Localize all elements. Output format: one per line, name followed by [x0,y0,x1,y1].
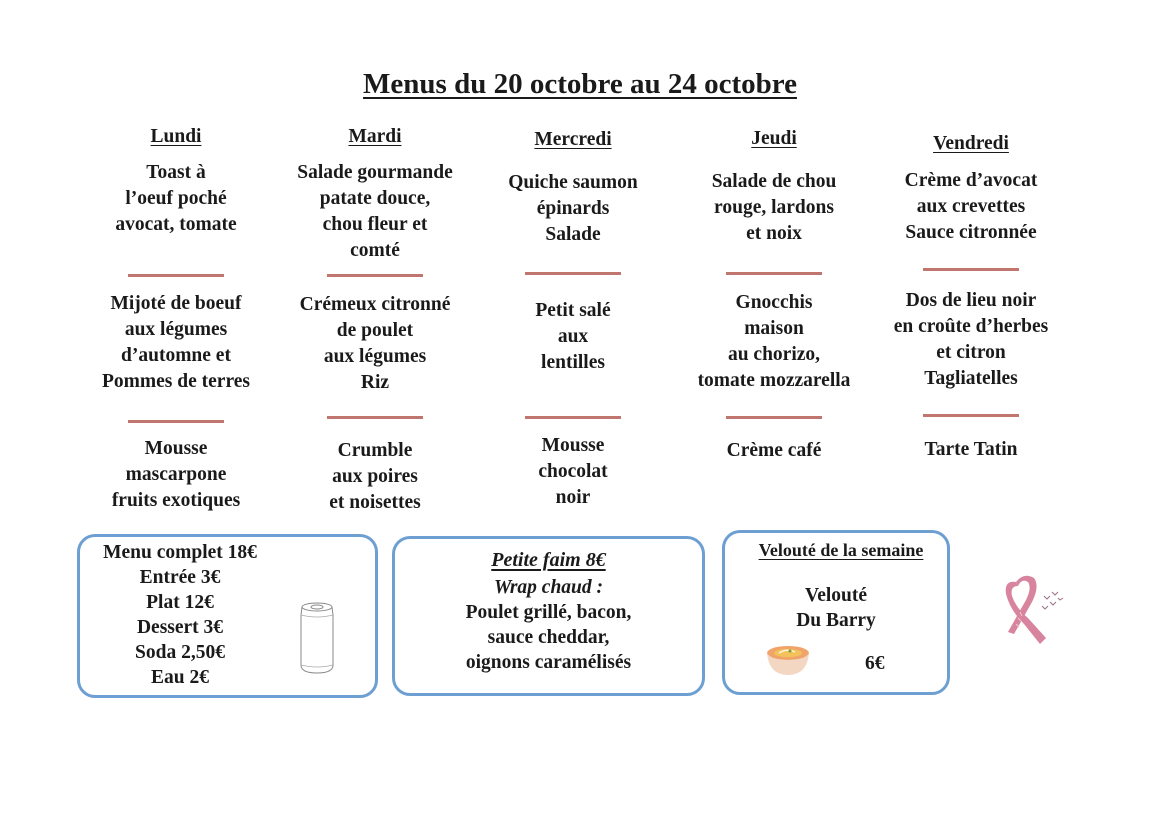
day-heading: Jeudi [751,128,797,149]
plat: Mijoté de boeuf aux légumes d’automne et Pommes de terres [102,293,250,392]
day-heading: Vendredi [933,133,1009,154]
day-column-mardi [270,124,480,524]
price-line: Soda 2,50€ [135,642,225,663]
plat: Gnocchis maison au chorizo, tomate mozzarella [697,292,851,391]
separator [726,272,822,275]
day-column-vendredi [866,131,1076,531]
pink-ribbon-icon [994,572,1070,652]
price-line: Menu complet 18€ [103,542,257,563]
plat: Dos de lieu noir en croûte d’herbes et citron Tagliatelles [893,290,1049,389]
price-line: Eau 2€ [151,667,209,688]
day-column-mercredi [468,127,678,527]
petite-faim-title: Petite faim 8€ [491,549,606,571]
veloute-name-line: Du Barry [796,610,876,631]
prices-box [77,534,378,698]
separator [327,274,423,277]
entree: Salade gourmande patate douce, chou fleur et comté [297,162,453,261]
day-column-jeudi [669,126,879,526]
entree: Crème d’avocat aux crevettes Sauce citronnée [904,170,1038,243]
entree: Toast à l’oeuf poché avocat, tomate [115,162,237,235]
price-line: Dessert 3€ [136,617,224,638]
dessert: Tarte Tatin [924,439,1018,460]
dessert: Crème café [726,440,822,461]
veloute-name-line: Velouté [804,585,868,606]
soda-can-icon [298,601,336,677]
plat: Crémeux citronné de poulet aux légumes Riz [299,294,451,393]
price-line: Entrée 3€ [139,567,221,588]
day-column-lundi [71,124,281,524]
petite-faim-line: oignons caramélisés [465,652,632,673]
veloute-title: Velouté de la semaine [758,540,924,560]
day-heading: Lundi [150,126,202,147]
prices-list [80,540,280,690]
dessert: Mousse mascarpone fruits exotiques [111,438,241,511]
entree: Quiche saumon épinards Salade [508,172,638,245]
separator [923,414,1019,417]
separator [128,274,224,277]
separator [726,416,822,419]
veloute-box [722,530,950,695]
day-heading: Mardi [348,126,402,147]
separator [327,416,423,419]
petite-faim-line: Poulet grillé, bacon, [465,602,632,623]
dessert: Mousse chocolat noir [538,435,608,508]
veloute-name [725,583,947,633]
petite-faim-subtitle: Wrap chaud : [493,577,604,598]
separator [128,420,224,423]
petite-faim-line: sauce cheddar, [487,627,610,648]
day-heading: Mercredi [534,129,612,150]
page-title: Menus du 20 octobre au 24 octobre [363,68,797,100]
soup-bowl-icon [765,643,811,679]
dessert: Crumble aux poires et noisettes [329,440,421,513]
veloute-price: 6€ [865,653,885,674]
separator [923,268,1019,271]
plat: Petit salé aux lentilles [535,300,611,373]
separator [525,272,621,275]
separator [525,416,621,419]
price-line: Plat 12€ [146,592,214,613]
entree: Salade de chou rouge, lardons et noix [711,171,837,244]
petite-faim-box [392,536,705,696]
